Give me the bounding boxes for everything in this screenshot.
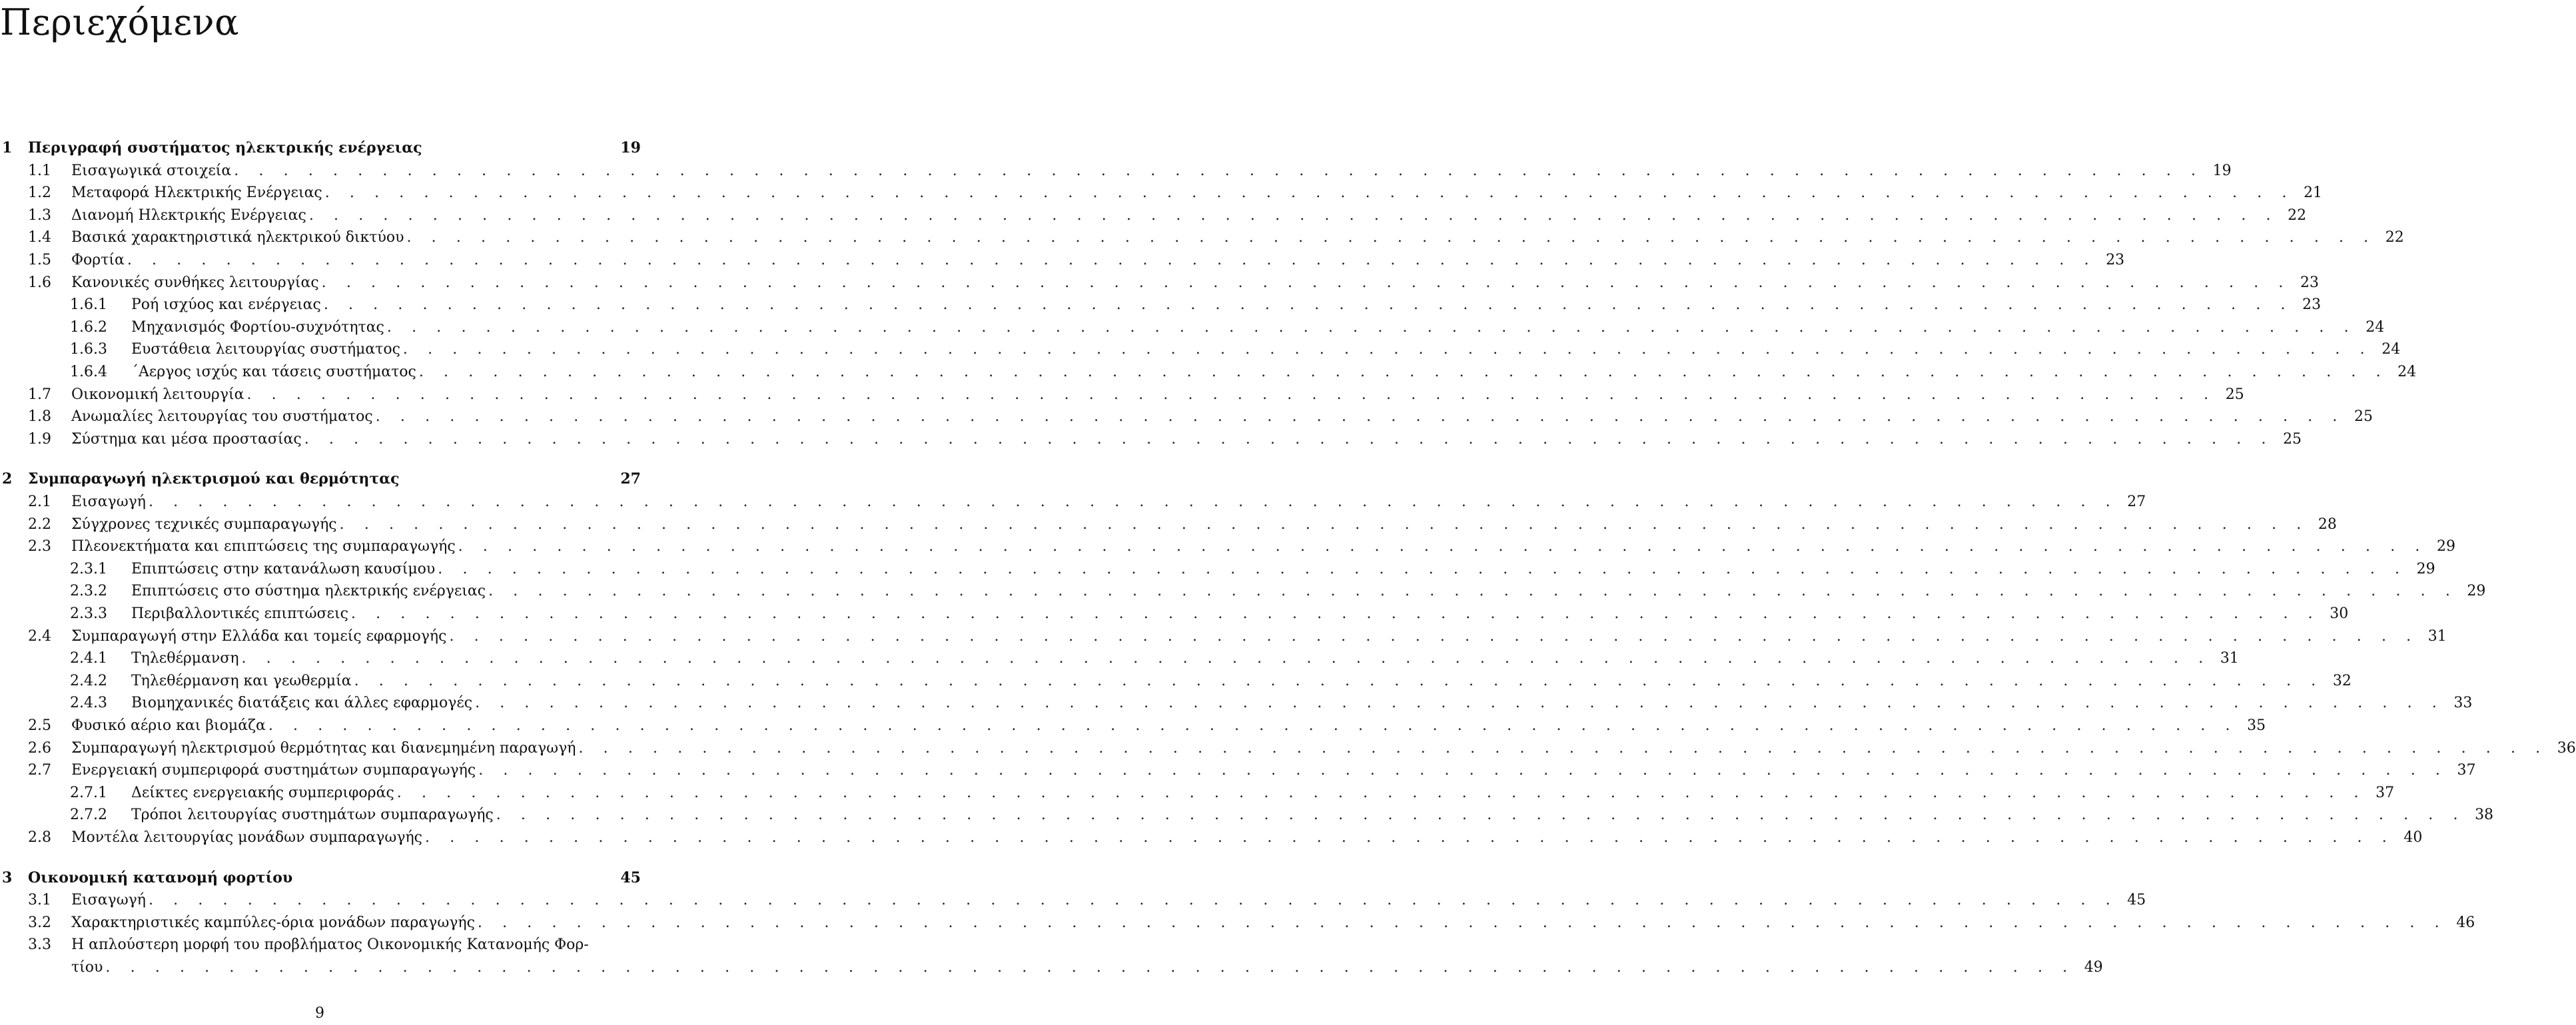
- toc-section-row[interactable]: [0, 204, 2307, 226]
- dot-leader: . . . . . . . . . . . . . . . . . . . . . . . . . . . . . . . . . . . . . . . . . . . . . . . . . . . . . . . . . . . . . . . . . . . . . . . . . . . . . . . .: [578, 740, 2548, 757]
- dot-leader: . . . . . . . . . . . . . . . . . . . . . . . . . . . . . . . . . . . . . . . . . . . . . . . . . . . . . . . . . . . . . . . . . . . . . . . . . . . . . . . .: [496, 807, 2466, 823]
- dot-leader: . . . . . . . . . . . . . . . . . . . . . . . . . . . . . . . . . . . . . . . . . . . . . . . . . . . . . . . . . . . . . . . . . . . . . . . . . . . . . . . .: [308, 207, 2279, 224]
- toc-entry-page: 25: [2283, 431, 2302, 448]
- toc-entry-number: 2.3.3: [70, 605, 107, 622]
- toc-entry-title: Δείκτες ενεργειακής συμπεριφοράς: [131, 785, 394, 801]
- toc-entry-page: 25: [2354, 408, 2373, 425]
- toc-entry-number: 1.9: [28, 431, 51, 448]
- toc-entry-number: 2.8: [28, 829, 51, 846]
- toc-entry-title: Βιομηχανικές διατάξεις και άλλες εφαρμογές: [131, 695, 473, 711]
- toc-entry-title: Διανομή Ηλεκτρικής Ενέργειας: [71, 207, 306, 224]
- toc-entry-number: 2: [2, 470, 13, 488]
- dot-leader: . . . . . . . . . . . . . . . . . . . . . . . . . . . . . . . . . . . . . . . . . . . . . . . . . . . . . . . . . . . . . . . . . . . . . . . . . . . . . . . .: [488, 583, 2458, 599]
- toc-entry-page: 49: [2084, 959, 2103, 976]
- toc-subsection-row[interactable]: [0, 603, 2349, 625]
- page-number: 9: [315, 1005, 324, 1022]
- toc-entry-page: 27: [620, 470, 641, 488]
- toc-entry-number: 2.3: [28, 538, 51, 555]
- toc-section-row[interactable]: [0, 535, 2455, 557]
- toc-entry-title: Οικονομική λειτουργία: [71, 386, 244, 403]
- toc-subsection-row[interactable]: [0, 294, 2322, 316]
- dot-leader: . . . . . . . . . . . . . . . . . . . . . . . . . . . . . . . . . . . . . . . . . . . . . . . . . . . . . . . . . . . . . . . . . . . . . . . . . . . . . . . .: [477, 914, 2447, 931]
- toc-entry-title: Κανονικές συνθήκες λειτουργίας: [71, 274, 319, 291]
- toc-entry-title: Φυσικό αέριο και βιομάζα: [71, 717, 266, 734]
- toc-entry-number: 1.6.3: [70, 341, 107, 358]
- toc-entry-number: 2.5: [28, 717, 51, 734]
- toc-subsection-row[interactable]: [0, 670, 2352, 692]
- toc-entry-page: 28: [2318, 516, 2337, 533]
- toc-entry-number: 2.7.2: [70, 807, 107, 823]
- dot-leader: . . . . . . . . . . . . . . . . . . . . . . . . . . . . . . . . . . . . . . . . . . . . . . . . . . . . . . . . . . . . . . . . . . . . . . . . . . . . . . . .: [438, 561, 2407, 577]
- toc-entry-page: 24: [2397, 364, 2417, 380]
- toc-entry-number: 1.6: [28, 274, 51, 291]
- toc-entry-title: Πλεονεκτήματα και επιπτώσεις της συμπαραγωγής: [71, 538, 456, 555]
- toc-section-row[interactable]: [0, 759, 2476, 781]
- dot-leader: . . . . . . . . . . . . . . . . . . . . . . . . . . . . . . . . . . . . . . . . . . . . . . . . . . . . . . . . . . . . . . . . . . . . . . . . . . . . . . . .: [268, 717, 2238, 734]
- toc-entry-page: 36: [2557, 740, 2576, 757]
- dot-leader: . . . . . . . . . . . . . . . . . . . . . . . . . . . . . . . . . . . . . . . . . . . . . . . . . . . . . . . . . . . . . . . . . . . . . . . . . . . . . . . .: [396, 785, 2367, 801]
- toc-entry-number: 3.1: [28, 892, 51, 908]
- toc-subsection-row[interactable]: [0, 316, 2385, 338]
- page-title: Περιεχόμενα: [0, 1, 240, 43]
- toc-entry-page: 23: [2302, 296, 2322, 313]
- toc-entry-title: Χαρακτηριστικές καμπύλες-όρια μονάδων παραγωγής: [71, 914, 475, 931]
- toc-entry-page: 22: [2385, 229, 2404, 246]
- toc-entry-page: 37: [2375, 785, 2395, 801]
- toc-entry-number: 2.3.1: [70, 561, 107, 577]
- toc-entry-title-continuation: τίου: [71, 959, 103, 976]
- toc-entry-title: Εισαγωγή: [71, 494, 146, 510]
- toc-subsection-row[interactable]: [0, 782, 2395, 804]
- toc-entry-title: Βασικά χαρακτηριστικά ηλεκτρικού δικτύου: [71, 229, 404, 246]
- toc-subsection-row[interactable]: [0, 692, 2473, 714]
- toc-entry-page: 19: [2212, 163, 2232, 179]
- toc-entry-title: Ενεργειακή συμπεριφορά συστημάτων συμπαραγωγής: [71, 762, 476, 779]
- toc-section-row[interactable]: [0, 249, 2125, 271]
- toc-entry-title: Επιπτώσεις στην κατανάλωση καυσίμου: [131, 561, 436, 577]
- toc-section-row[interactable]: [0, 827, 2423, 849]
- toc-entry-number: 2.7: [28, 762, 51, 779]
- toc-entry-page: 45: [620, 869, 641, 886]
- toc-entry-title: Συμπαραγωγή ηλεκτρισμού και θερμότητας: [28, 470, 400, 488]
- toc-entry-title: Σύγχρονες τεχνικές συμπαραγωγής: [71, 516, 337, 533]
- toc-entry-title: ΄Αεργος ισχύς και τάσεις συστήματος: [131, 364, 416, 380]
- toc-entry-number: 3.3: [28, 936, 51, 953]
- toc-entry-page: 24: [2381, 341, 2401, 358]
- toc-section-row[interactable]: [0, 406, 2373, 428]
- dot-leader: . . . . . . . . . . . . . . . . . . . . . . . . . . . . . . . . . . . . . . . . . . . . . . . . . . . . . . . . . . . . . . . . . . . . . . . . . . . . . . . .: [324, 184, 2295, 201]
- toc-section-row[interactable]: [0, 182, 2323, 204]
- dot-leader: . . . . . . . . . . . . . . . . . . . . . . . . . . . . . . . . . . . . . . . . . . . . . . . . . . . . . . . . . . . . . . . . . . . . . . . . . . . . . . . .: [449, 628, 2419, 645]
- toc-entry-title: Μεταφορά Ηλεκτρικής Ενέργειας: [71, 184, 322, 201]
- toc-entry-number: 1.6.1: [70, 296, 107, 313]
- toc-entry-number: 2.2: [28, 516, 51, 533]
- toc-entry-title: Η απλούστερη μορφή του προβλήματος Οικονομικής Κατανομής Φορ-: [71, 936, 589, 953]
- toc-chapter-row[interactable]: [0, 137, 641, 159]
- toc-subsection-row[interactable]: [0, 647, 2239, 669]
- toc-entry-number: 2.1: [28, 494, 51, 510]
- toc-entry-title: Σύστημα και μέσα προστασίας: [71, 431, 302, 448]
- toc-entry-title: Φορτία: [71, 252, 125, 268]
- toc-section-row[interactable]: [0, 226, 2404, 248]
- toc-entry-title: Οικονομική κατανομή φορτίου: [28, 869, 293, 886]
- toc-section-row[interactable]: [0, 272, 2319, 294]
- toc-entry-number: 1.1: [28, 163, 51, 179]
- toc-entry-title: Τηλεθέρμανση: [131, 650, 239, 667]
- dot-leader: . . . . . . . . . . . . . . . . . . . . . . . . . . . . . . . . . . . . . . . . . . . . . . . . . . . . . . . . . . . . . . . . . . . . . . . . . . . . . . . .: [478, 762, 2448, 779]
- toc-entry-page: 25: [2225, 386, 2244, 403]
- toc-entry-page: 29: [2467, 583, 2486, 599]
- toc-chapter-row[interactable]: [0, 468, 641, 490]
- toc-section-row-continuation[interactable]: [0, 956, 2103, 978]
- toc-entry-page: 24: [2365, 319, 2385, 336]
- toc-entry-number: 1.5: [28, 252, 51, 268]
- toc-entry-number: 2.6: [28, 740, 51, 757]
- toc-entry-page: 32: [2332, 673, 2352, 689]
- toc-entry-page: 29: [2416, 561, 2435, 577]
- toc-entry-title: Μηχανισμός Φορτίου-συχνότητας: [131, 319, 384, 336]
- dot-leader: . . . . . . . . . . . . . . . . . . . . . . . . . . . . . . . . . . . . . . . . . . . . . . . . . . . . . . . . . . . . . . . . . . . . . . . . . . . . . . . .: [425, 829, 2395, 846]
- dot-leader: . . . . . . . . . . . . . . . . . . . . . . . . . . . . . . . . . . . . . . . . . . . . . . . . . . . . . . . . . . . . . . . . . . . . . . . . . . . . . . . .: [375, 408, 2346, 425]
- toc-entry-title: Περιγραφή συστήματος ηλεκτρικής ενέργειας: [28, 139, 422, 157]
- toc-entry-number: 1.3: [28, 207, 51, 224]
- toc-entry-title: Ανωμαλίες λειτουργίας του συστήματος: [71, 408, 373, 425]
- toc-entry-number: 2.4.1: [70, 650, 107, 667]
- dot-leader: . . . . . . . . . . . . . . . . . . . . . . . . . . . . . . . . . . . . . . . . . . . . . . . . . . . . . . . . . . . . . . . . . . . . . . . . . . . . . . . .: [350, 605, 2321, 622]
- toc-entry-page: 23: [2106, 252, 2125, 268]
- toc-entry-number: 3: [2, 869, 13, 886]
- toc-entry-number: 1.2: [28, 184, 51, 201]
- toc-entry-title: Συμπαραγωγή ηλεκτρισμού θερμότητας και διανεμημένη παραγωγή: [71, 740, 576, 757]
- toc-entry-page: 22: [2288, 207, 2307, 224]
- toc-entry-number: 2.3.2: [70, 583, 107, 599]
- toc-entry-number: 1.6.4: [70, 364, 107, 380]
- dot-leader: . . . . . . . . . . . . . . . . . . . . . . . . . . . . . . . . . . . . . . . . . . . . . . . . . . . . . . . . . . . . . . . . . . . . . . . . . . . . . . . .: [127, 252, 2097, 268]
- dot-leader: . . . . . . . . . . . . . . . . . . . . . . . . . . . . . . . . . . . . . . . . . . . . . . . . . . . . . . . . . . . . . . . . . . . . . . . . . . . . . . . .: [339, 516, 2309, 533]
- toc-entry-title: Τρόποι λειτουργίας συστημάτων συμπαραγωγής: [131, 807, 494, 823]
- toc-entry-number: 2.7.1: [70, 785, 107, 801]
- toc-section-row[interactable]: [0, 715, 2266, 737]
- toc-entry-number: 1: [2, 139, 13, 157]
- toc-subsection-row[interactable]: [0, 338, 2401, 360]
- toc-entry-title: Συμπαραγωγή στην Ελλάδα και τομείς εφαρμογής: [71, 628, 447, 645]
- toc-subsection-row[interactable]: [0, 580, 2486, 602]
- toc-entry-page: 29: [2436, 538, 2455, 555]
- dot-leader: . . . . . . . . . . . . . . . . . . . . . . . . . . . . . . . . . . . . . . . . . . . . . . . . . . . . . . . . . . . . . . . . . . . . . . . . . . . . . . . .: [406, 229, 2376, 246]
- toc-entry-page: 33: [2453, 695, 2473, 711]
- dot-leader: . . . . . . . . . . . . . . . . . . . . . . . . . . . . . . . . . . . . . . . . . . . . . . . . . . . . . . . . . . . . . . . . . . . . . . . . . . . . . . . .: [246, 386, 2216, 403]
- toc-entry-number: 2.4.2: [70, 673, 107, 689]
- dot-leader: . . . . . . . . . . . . . . . . . . . . . . . . . . . . . . . . . . . . . . . . . . . . . . . . . . . . . . . . . . . . . . . . . . . . . . . . . . . . . . . .: [354, 673, 2324, 689]
- toc-section-row[interactable]: [0, 625, 2447, 647]
- toc-entry-page: 45: [2127, 892, 2146, 908]
- dot-leader: . . . . . . . . . . . . . . . . . . . . . . . . . . . . . . . . . . . . . . . . . . . . . . . . . . . . . . . . . . . . . . . . . . . . . . . . . . . . . . . .: [323, 296, 2294, 313]
- toc-entry-page: 35: [2247, 717, 2266, 734]
- toc-subsection-row[interactable]: [0, 558, 2435, 580]
- dot-leader: . . . . . . . . . . . . . . . . . . . . . . . . . . . . . . . . . . . . . . . . . . . . . . . . . . . . . . . . . . . . . . . . . . . . . . . . . . . . . . . .: [148, 494, 2118, 510]
- toc-section-row[interactable]: [0, 160, 2232, 182]
- toc-section-row[interactable]: [0, 384, 2244, 406]
- toc-entry-title: Εισαγωγικά στοιχεία: [71, 163, 232, 179]
- toc-entry-title: Τηλεθέρμανση και γεωθερμία: [131, 673, 352, 689]
- toc-entry-title: Επιπτώσεις στο σύστημα ηλεκτρικής ενέργειας: [131, 583, 486, 599]
- toc-entry-page: 31: [2220, 650, 2239, 667]
- toc-entry-number: 2.4.3: [70, 695, 107, 711]
- dot-leader: . . . . . . . . . . . . . . . . . . . . . . . . . . . . . . . . . . . . . . . . . . . . . . . . . . . . . . . . . . . . . . . . . . . . . . . . . . . . . . . .: [234, 163, 2204, 179]
- toc-section-row[interactable]: [0, 912, 2475, 934]
- toc-entry-number: 1.7: [28, 386, 51, 403]
- toc-chapter-row[interactable]: [0, 867, 641, 889]
- toc-entry-page: 30: [2330, 605, 2349, 622]
- toc-section-row[interactable]: [0, 934, 641, 956]
- toc-subsection-row[interactable]: [0, 804, 2494, 826]
- toc-entry-title: Ευστάθεια λειτουργίας συστήματος: [131, 341, 400, 358]
- toc-entry-page: 27: [2127, 494, 2146, 510]
- toc-entry-page: 23: [2300, 274, 2319, 291]
- toc-entry-number: 1.6.2: [70, 319, 107, 336]
- toc-entry-title: Ροή ισχύος και ενέργειας: [131, 296, 321, 313]
- dot-leader: . . . . . . . . . . . . . . . . . . . . . . . . . . . . . . . . . . . . . . . . . . . . . . . . . . . . . . . . . . . . . . . . . . . . . . . . . . . . . . . .: [304, 431, 2274, 448]
- toc-entry-title: Περιβαλλοντικές επιπτώσεις: [131, 605, 348, 622]
- toc-section-row[interactable]: [0, 491, 2146, 513]
- toc-entry-title: Μοντέλα λειτουργίας μονάδων συμπαραγωγής: [71, 829, 423, 846]
- toc-entry-page: 37: [2457, 762, 2476, 779]
- toc-entry-page: 40: [2403, 829, 2423, 846]
- dot-leader: . . . . . . . . . . . . . . . . . . . . . . . . . . . . . . . . . . . . . . . . . . . . . . . . . . . . . . . . . . . . . . . . . . . . . . . . . . . . . . . .: [105, 959, 2075, 976]
- toc-subsection-row[interactable]: [0, 361, 2417, 383]
- toc-entry-number: 1.4: [28, 229, 51, 246]
- toc-entry-number: 2.4: [28, 628, 51, 645]
- toc-entry-page: 31: [2427, 628, 2447, 645]
- toc-section-row[interactable]: [0, 889, 2146, 911]
- dot-leader: . . . . . . . . . . . . . . . . . . . . . . . . . . . . . . . . . . . . . . . . . . . . . . . . . . . . . . . . . . . . . . . . . . . . . . . . . . . . . . . .: [402, 341, 2373, 358]
- toc-section-row[interactable]: [0, 737, 2576, 759]
- dot-leader: . . . . . . . . . . . . . . . . . . . . . . . . . . . . . . . . . . . . . . . . . . . . . . . . . . . . . . . . . . . . . . . . . . . . . . . . . . . . . . . .: [418, 364, 2389, 380]
- toc-entry-page: 19: [620, 139, 641, 157]
- toc-entry-title: Εισαγωγή: [71, 892, 146, 908]
- toc-entry-page: 21: [2304, 184, 2323, 201]
- toc-entry-number: 3.2: [28, 914, 51, 931]
- toc-entry-page: 46: [2456, 914, 2475, 931]
- dot-leader: . . . . . . . . . . . . . . . . . . . . . . . . . . . . . . . . . . . . . . . . . . . . . . . . . . . . . . . . . . . . . . . . . . . . . . . . . . . . . . . .: [321, 274, 2291, 291]
- toc-section-row[interactable]: [0, 428, 2302, 450]
- toc-entry-page: 38: [2475, 807, 2494, 823]
- dot-leader: . . . . . . . . . . . . . . . . . . . . . . . . . . . . . . . . . . . . . . . . . . . . . . . . . . . . . . . . . . . . . . . . . . . . . . . . . . . . . . . .: [458, 538, 2427, 555]
- dot-leader: . . . . . . . . . . . . . . . . . . . . . . . . . . . . . . . . . . . . . . . . . . . . . . . . . . . . . . . . . . . . . . . . . . . . . . . . . . . . . . . .: [241, 650, 2211, 667]
- toc-section-row[interactable]: [0, 513, 2337, 535]
- dot-leader: . . . . . . . . . . . . . . . . . . . . . . . . . . . . . . . . . . . . . . . . . . . . . . . . . . . . . . . . . . . . . . . . . . . . . . . . . . . . . . . .: [386, 319, 2357, 336]
- dot-leader: . . . . . . . . . . . . . . . . . . . . . . . . . . . . . . . . . . . . . . . . . . . . . . . . . . . . . . . . . . . . . . . . . . . . . . . . . . . . . . . .: [475, 695, 2445, 711]
- dot-leader: . . . . . . . . . . . . . . . . . . . . . . . . . . . . . . . . . . . . . . . . . . . . . . . . . . . . . . . . . . . . . . . . . . . . . . . . . . . . . . . .: [148, 892, 2118, 908]
- toc-entry-number: 1.8: [28, 408, 51, 425]
